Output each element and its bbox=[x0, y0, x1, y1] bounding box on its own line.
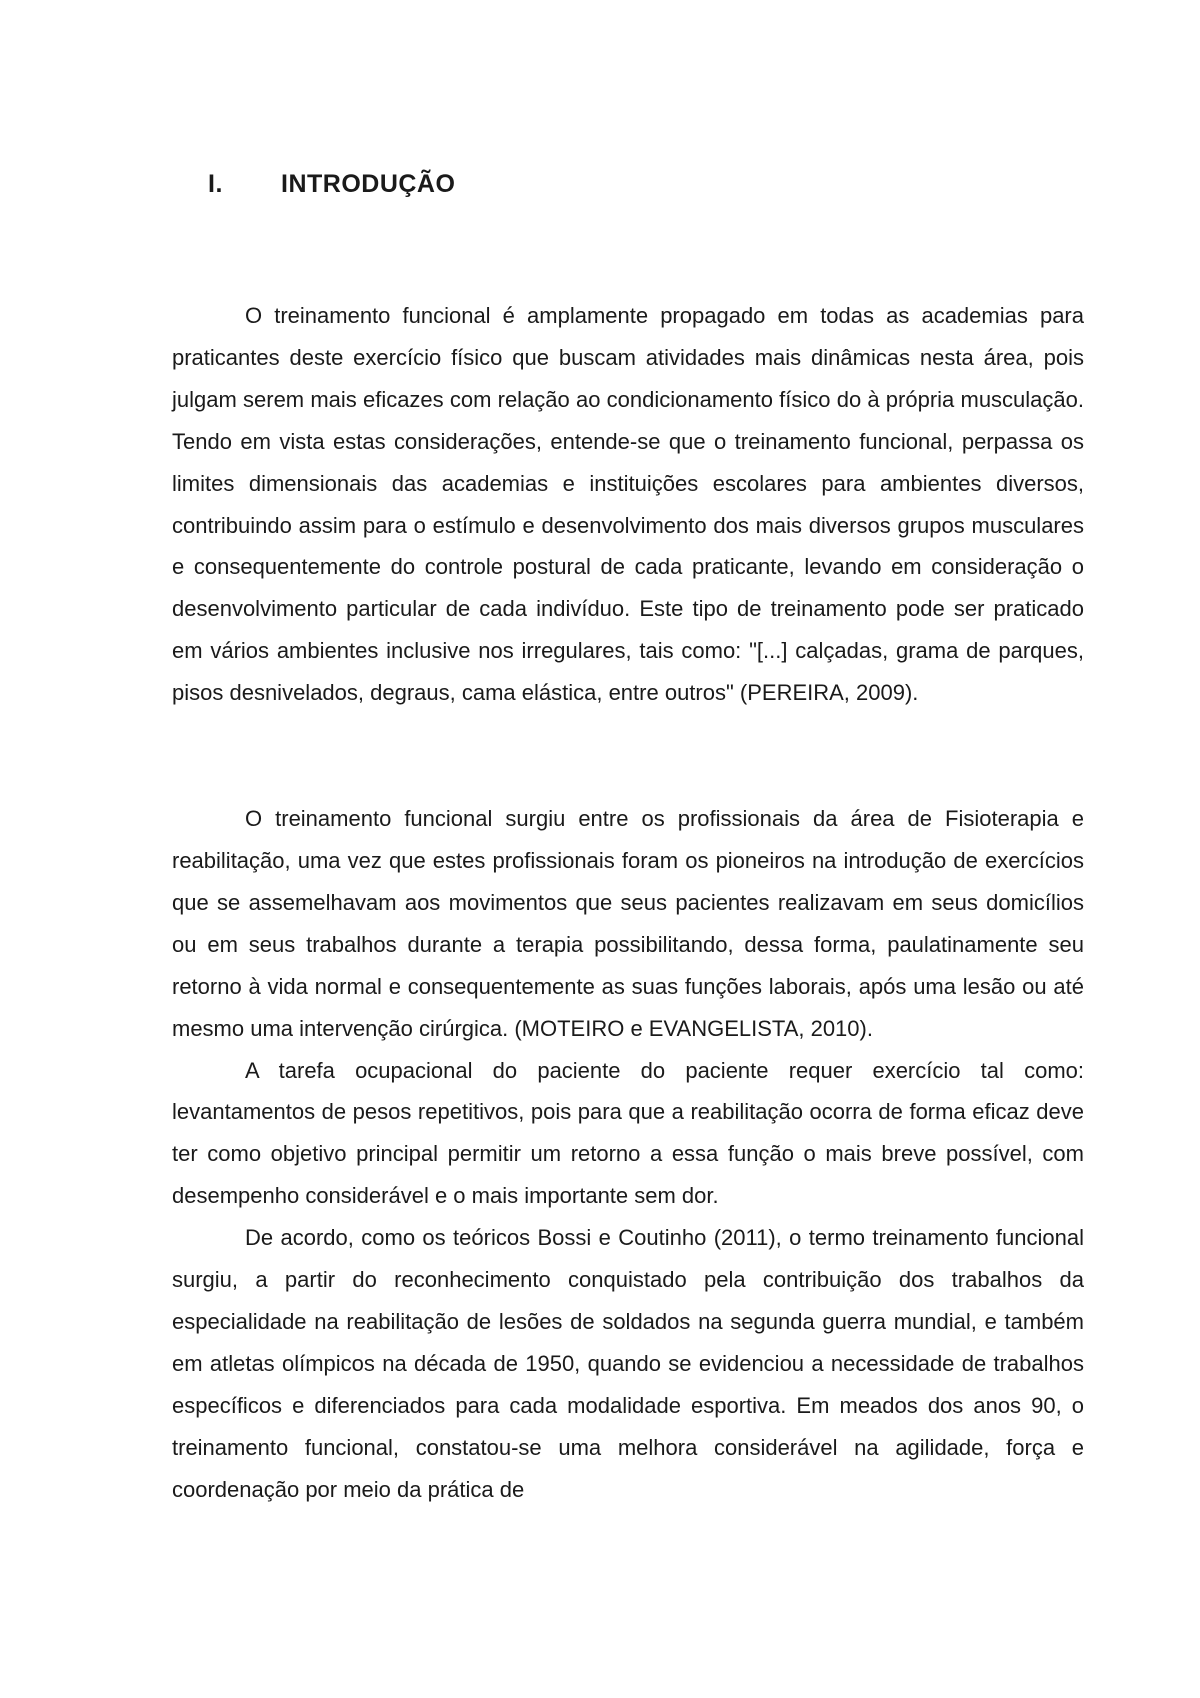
section-title: INTRODUÇÃO bbox=[281, 170, 456, 198]
section-heading bbox=[208, 170, 455, 199]
section-number: I. bbox=[208, 170, 223, 198]
paragraph: De acordo, como os teóricos Bossi e Coutinho (2011), o termo treinamento funcional surgiu, a partir do reconhecimento conquistado pela contribuição dos trabalhos da especialidade na reabilitação de lesões de soldados na segunda guerra mundial, e também em atletas olímpicos na década de 1950, quando se evidenciou a necessidade de trabalhos específicos e diferenciados para cada modalidade esportiva. Em meados dos anos 90, o treinamento funcional, constatou-se uma melhora considerável na agilidade, força e coordenação por meio da prática de bbox=[172, 1225, 1084, 1502]
paragraph: O treinamento funcional surgiu entre os profissionais da área de Fisioterapia e reabilitação, uma vez que estes profissionais foram os pioneiros na introdução de exercícios que se assemelhavam aos movimentos que seus pacientes realizavam em seus domicílios ou em seus trabalhos durante a terapia possibilitando, dessa forma, paulatinamente seu retorno à vida normal e consequentemente as suas funções laborais, após uma lesão ou até mesmo uma intervenção cirúrgica. (MOTEIRO e EVANGELISTA, 2010). bbox=[172, 806, 1084, 1041]
paragraph: A tarefa ocupacional do paciente do paciente requer exercício tal como: levantamentos de pesos repetitivos, pois para que a reabilitação ocorra de forma eficaz deve ter como objetivo principal permitir um retorno a essa função o mais breve possível, com desempenho considerável e o mais importante sem dor. bbox=[172, 1057, 1084, 1209]
paragraph: O treinamento funcional é amplamente propagado em todas as academias para praticantes deste exercício físico que buscam atividades mais dinâmicas nesta área, pois julgam serem mais eficazes com relação ao condicionamento físico do à própria musculação. Tendo em vista estas considerações, entende-se que o treinamento funcional, perpassa os limites dimensionais das academias e instituições escolares para ambientes diversos, contribuindo assim para o estímulo e desenvolvimento dos mais diversos grupos musculares e consequentemente do controle postural de cada praticante, levando em consideração o desenvolvimento particular de cada indivíduo. Este tipo de treinamento pode ser praticado em vários ambientes inclusive nos irregulares, tais como: "[...] calçadas, grama de parques, pisos desnivelados, degraus, cama elástica, entre outros" (PEREIRA, 2009). bbox=[172, 303, 1084, 706]
body-text bbox=[172, 295, 1084, 1510]
